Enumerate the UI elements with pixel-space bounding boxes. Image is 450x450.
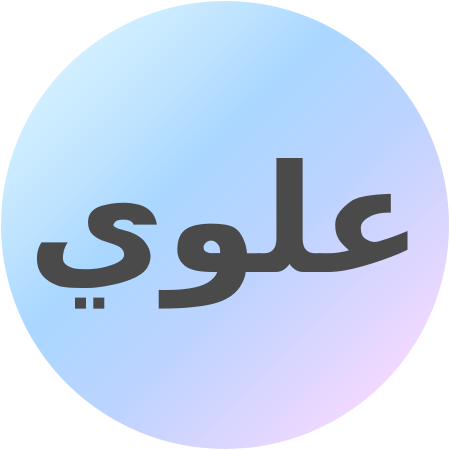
avatar bbox=[1, 1, 449, 449]
avatar-name-text: علوي bbox=[27, 134, 423, 308]
